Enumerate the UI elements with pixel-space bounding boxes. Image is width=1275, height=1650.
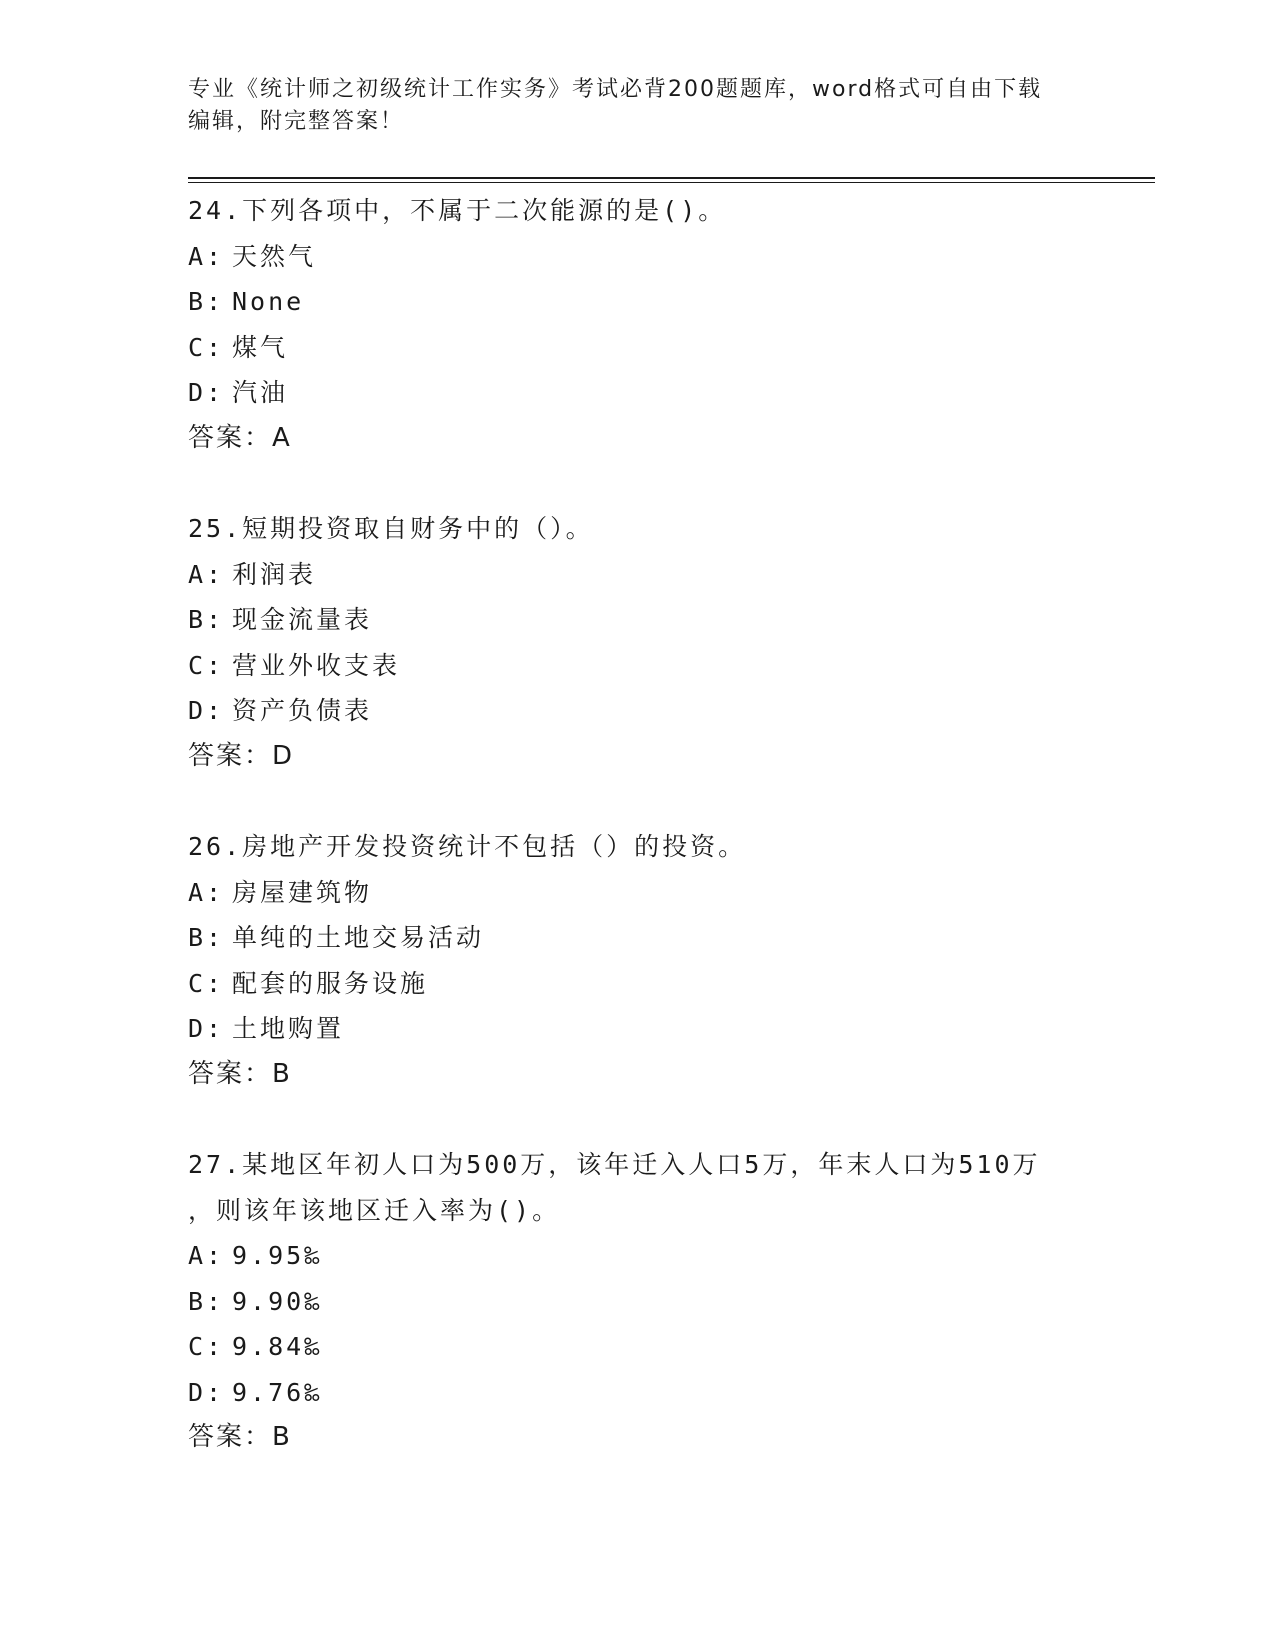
question-27 — [188, 1142, 1088, 1461]
option-text: 9.76‰ — [232, 1377, 323, 1407]
question-list — [188, 188, 1088, 1506]
option-text: None — [232, 287, 305, 316]
option-d — [188, 1006, 1088, 1052]
option-text: 配套的服务设施 — [232, 968, 429, 998]
option-a — [188, 552, 1088, 598]
option-c — [188, 325, 1088, 371]
option-c — [188, 643, 1088, 689]
answer-line: 答案：A — [188, 422, 292, 453]
question-stem-line: 24.下列各项中，不属于二次能源的是()。 — [188, 196, 727, 225]
option-text: 单纯的土地交易活动 — [232, 923, 485, 952]
option-letter: A: — [188, 559, 225, 589]
answer-line: 答案：D — [188, 740, 295, 771]
option-a — [188, 870, 1088, 916]
option-b — [188, 597, 1088, 643]
option-d — [188, 1370, 1088, 1416]
header-line-1: 专业《统计师之初级统计工作实务》考试必背200题题库，word格式可自由下载 — [188, 77, 1043, 102]
answer-line: 答案：B — [188, 1058, 292, 1089]
option-text: 营业外收支表 — [232, 650, 401, 680]
option-letter: C: — [188, 968, 225, 998]
option-a — [188, 1233, 1088, 1279]
option-b — [188, 915, 1088, 961]
option-text: 资产负债表 — [232, 696, 373, 725]
option-letter: A: — [188, 241, 225, 271]
option-c — [188, 961, 1088, 1007]
option-letter: B: — [188, 287, 225, 316]
document-header — [188, 74, 1088, 138]
header-line-2: 编辑，附完整答案！ — [188, 109, 405, 134]
option-text: 汽油 — [232, 378, 289, 407]
option-letter: B: — [188, 1286, 225, 1316]
option-text: 煤气 — [232, 332, 289, 362]
option-text: 9.90‰ — [232, 1286, 323, 1316]
option-letter: D: — [188, 1014, 225, 1043]
option-b — [188, 279, 1088, 325]
question-25 — [188, 506, 1088, 779]
question-stem-line: 26.房地产开发投资统计不包括（）的投资。 — [188, 832, 747, 861]
option-text: 现金流量表 — [232, 605, 373, 634]
option-text: 利润表 — [232, 559, 317, 589]
option-d — [188, 370, 1088, 416]
answer-line: 答案：B — [188, 1422, 292, 1452]
option-letter: C: — [188, 650, 225, 680]
question-stem-line: 27.某地区年初人口为500万，该年迁入人口5万，年末人口为510万 — [188, 1150, 1041, 1179]
option-letter: D: — [188, 696, 225, 725]
option-text: 9.95‰ — [232, 1241, 323, 1270]
option-text: 天然气 — [232, 241, 317, 271]
question-stem — [188, 188, 1088, 234]
header-divider-thin — [188, 182, 1155, 183]
option-letter: C: — [188, 332, 225, 362]
option-letter: A: — [188, 877, 225, 907]
option-text: 房屋建筑物 — [232, 877, 373, 907]
option-letter: B: — [188, 923, 225, 952]
option-letter: C: — [188, 1332, 225, 1361]
option-text: 土地购置 — [232, 1014, 345, 1043]
question-26 — [188, 824, 1088, 1097]
question-stem-line: 25.短期投资取自财务中的（）。 — [188, 514, 594, 543]
question-24 — [188, 188, 1088, 461]
option-b — [188, 1279, 1088, 1325]
option-letter: B: — [188, 605, 225, 634]
question-stem — [188, 824, 1088, 870]
option-d — [188, 688, 1088, 734]
question-stem — [188, 1142, 1088, 1233]
header-divider-thick — [188, 177, 1155, 179]
option-letter: D: — [188, 1377, 225, 1407]
question-stem — [188, 506, 1088, 552]
option-letter: A: — [188, 1241, 225, 1270]
option-c — [188, 1324, 1088, 1370]
option-text: 9.84‰ — [232, 1332, 323, 1361]
question-stem-line: ，则该年该地区迁入率为()。 — [188, 1195, 561, 1225]
option-a — [188, 234, 1088, 280]
option-letter: D: — [188, 378, 225, 407]
